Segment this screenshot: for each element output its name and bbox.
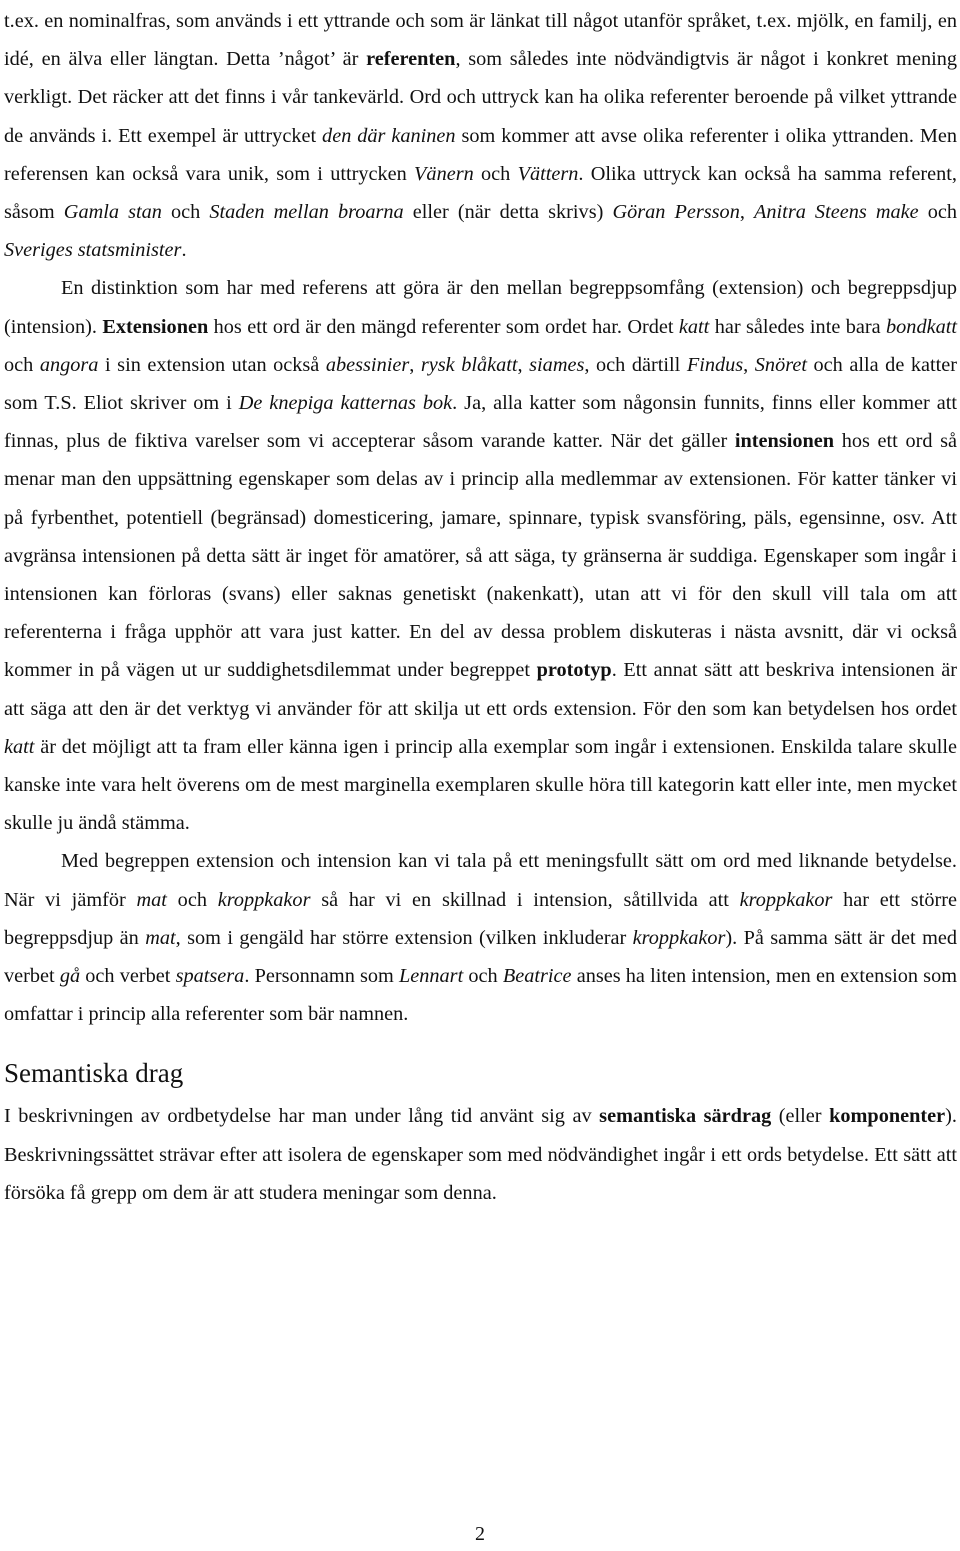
- term-referenten: referenten: [366, 48, 456, 71]
- paragraph-semantic-features: I beskrivningen av ordbetydelse har man under lång tid använt sig av semantiska särdrag (eller komponenter). Beskrivningssättet strävar efter att isolera de egenskaper som med nödvändighet ingår i ett ords betydelse. Ett sätt att försöka få grepp om dem är att studera meningar som denna.: [4, 1105, 957, 1204]
- term-intensionen: intensionen: [734, 430, 835, 453]
- paragraph-extension-intension: En distinktion som har med referens att göra är den mellan begreppsomfång (extension) och begreppsdjup (intension). Extensionen hos ett ord är den mängd referenter som ordet har. Ordet katt har således inte bara bondkatt och angora i sin extension utan också abessinier, rysk blåkatt, siames, och därtill Findus, Snöret och alla de katter som T.S. Eliot skriver om i De knepiga katternas bok. Ja, alla katter som någonsin funnits, finns eller kommer att finnas, plus de fiktiva varelser som vi accepterar såsom varande katter. När det gäller intensionen hos ett ord så menar man den uppsättning egenskaper som delas av i princip alla medlemmar av extensionen. För katter tänker vi på fyrbenthet, potentiell (begränsad) domesticering, jamare, spinnare, typisk svansföring, päls, egensinne, osv. Att avgränsa intensionen på detta sätt är inget för amatörer, så att säga, ty gränserna är suddiga. Egenskaper som ingår i intensionen kan förloras (svans) eller saknas genetiskt (nakenkatt), utan att vi för den skull vill tala om att referenterna i fråga upphör att vara just katter. En del av dessa problem diskuteras i nästa avsnitt, där vi också kommer in på vägen ut ur suddighetsdilemmat under begreppet prototyp. Ett annat sätt att beskriva intensionen är att säga att den är det verktyg vi använder för att skilja ut ett ords extension. För den som kan betydelsen hos ordet katt är det möjligt att ta fram eller känna igen i princip alla exemplar som ingår i extensionen. Enskilda talare skulle kanske inte vara helt överens om de mest marginella exemplaren skulle höra till kategorin katt eller inte, men mycket skulle ju ändå stämma.: [4, 277, 958, 835]
- page-number: 2: [475, 1523, 485, 1545]
- document-page: [4, 2, 957, 1212]
- paragraph-similar-meaning: Med begreppen extension och intension kan vi tala på ett meningsfullt sätt om ord med liknande betydelse. När vi jämför mat och kroppkakor så har vi en skillnad i intension, såtillvida att kroppkakor har ett större begreppsdjup än mat, som i gengäld har större extension (vilken inkluderar kroppkakor). På samma sätt är det med verbet gå och verbet spatsera. Personnamn som Lennart och Beatrice anses ha liten intension, men en extension som omfattar i princip alla referenter som bär namnen.: [4, 850, 957, 1026]
- term-prototyp: prototyp: [536, 659, 612, 682]
- paragraph-referent: t.ex. en nominalfras, som används i ett yttrande och som är länkat till något utanför språket, t.ex. mjölk, en familj, en idé, en älva eller längtan. Detta ’något’ är referenten, som således inte nödvändigtvis är något i konkret mening verkligt. Det räcker att det finns i vår tankevärld. Ord och uttryck kan ha olika referenter beroende på vilket yttrande de används i. Ett exempel är uttrycket den där kaninen som kommer att avse olika referenter i olika yttranden. Men referensen kan också vara unik, som i uttrycken Vänern och Vättern. Olika uttryck kan också ha samma referent, såsom Gamla stan och Staden mellan broarna eller (när detta skrivs) Göran Persson, Anitra Steens make och Sveriges statsminister.: [4, 10, 958, 262]
- term-komponenter: komponenter: [829, 1105, 946, 1128]
- term-extensionen: Extensionen: [102, 315, 209, 338]
- section-heading: Semantiska drag: [4, 1058, 184, 1089]
- term-semantiska-sardrag: semantiska särdrag: [599, 1105, 772, 1128]
